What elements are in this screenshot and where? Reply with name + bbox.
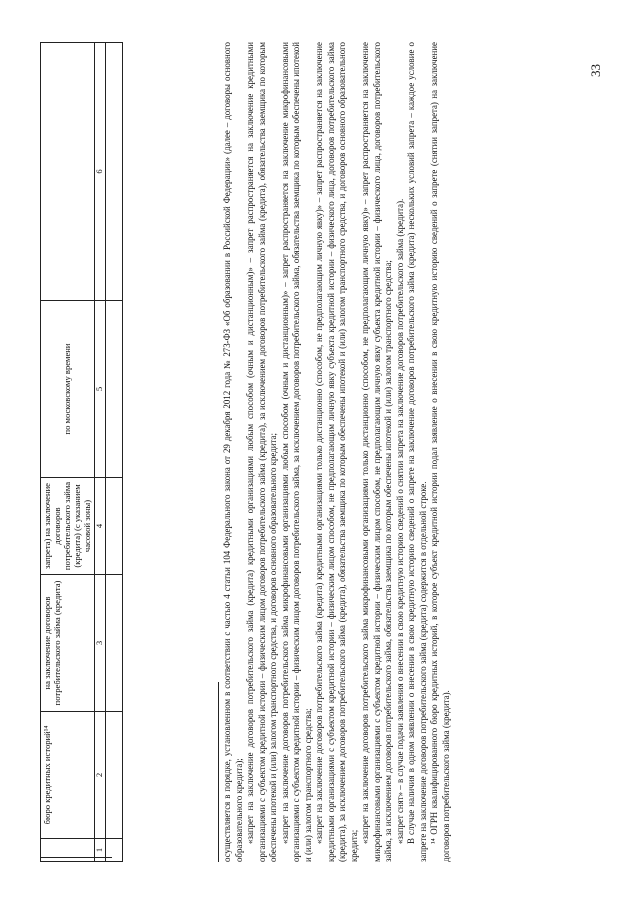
empty-cell (106, 575, 123, 712)
header-cell-4: запрета) на заключение договоров потребительского займа (кредита) (с указанием часовой зоны) (41, 478, 95, 575)
footnote-paragraph: «запрет на заключение договоров потребительского займа (кредита) кредитными организациями любым способом (очным и дистанционным)» – запрет распространяется на заключение кредитными организациями с субъектом кредитной истории – физическим лицом договоров потребительского займа (кредита), за исключением договоров потребительского займа (кредита), обязательства заемщика по которым обеспечены ипотекой и (или) залогом транспортного средства, и договоров основного образовательного кредита; (245, 42, 278, 862)
footnote-paragraph: В случае наличия в одном заявлении о внесении в свою кредитную историю сведений о запрете на заключение договоров потребительского займа (кредита) нескольких условий запрета – каждое условие о запрете на заключение договоров потребительского займа (кредита) содержится в отдельной строке. (406, 42, 428, 862)
header-cell-1 (41, 839, 95, 862)
empty-cell (106, 839, 123, 862)
data-table (40, 42, 123, 862)
footnote-block (222, 42, 452, 862)
column-number-row (95, 43, 106, 862)
footnote-14: ¹⁴ ОГРН квалифицированного бюро кредитных историй, в которое субъект кредитной истории подал заявление о внесении в свою кредитную историю сведений о запрете (снятии запрета) на заключение договоров потребительского займа (кредита). (429, 42, 451, 862)
column-number: 3 (95, 575, 106, 712)
footnote-paragraph: «запрет на заключение договоров потребительского займа микрофинансовыми организациями любым способом (очным и дистанционным)» – запрет распространяется на заключение микрофинансовыми организациями с субъектом кредитной истории – физическим лицом договоров потребительского займа, за исключением договоров потребительского займа, обязательства заемщика по которым обеспечены ипотекой и (или) залогом транспортного средства; (279, 42, 313, 862)
footnote-paragraph: осуществляется в порядке, установленном в соответствии с частью 4 статьи 104 Федерального закона от 29 декабря 2012 года № 273-ФЗ «Об образовании в Российской Федерации» (далее – договоры основного образовательного кредита); (222, 42, 244, 862)
header-cell-3: на заключение договоров потребительского займа (кредита) (41, 575, 95, 712)
page-content (40, 42, 603, 862)
column-number: 2 (95, 712, 106, 839)
page-number: 33 (588, 64, 603, 77)
rotated-page (40, 42, 603, 862)
empty-data-row (106, 43, 123, 862)
footnote-paragraph: «запрет снят» – в случае подачи заявления о внесении в свою кредитную историю сведений о снятии запрета на заключение договоров потребительского займа (кредита). (394, 198, 405, 844)
empty-cell (106, 478, 123, 575)
column-number: 1 (95, 839, 106, 862)
footnote-paragraph: «запрет на заключение договоров потребительского займа (кредита) кредитными организациями только дистанционно (способом, не предполагающим личную явку)» – запрет распространяется на заключение кредитными организациями с субъектом кредитной истории – физическим лицом способом, не предполагающим личную явку субъекта кредитной истории – физического лица, договоров потребительского займа (кредита), за исключением договоров потребительского займа (кредита), обязательства заемщика по которым обеспечены ипотекой и (или) залогом транспортного средства, и договоров основного образовательного кредита; (314, 42, 359, 862)
footnote-paragraph: «запрет на заключение договоров потребительского займа микрофинансовыми организациями только дистанционно (способом, не предполагающим личную явку)» – запрет распространяется на заключение микрофинансовыми организациями с субъектом кредитной истории – физическим лицом способом, не предполагающим личную явку субъекта кредитной истории – физического лица, договоров потребительского займа, за исключением договоров потребительского займа, обязательства заемщика по которым обеспечены ипотекой и (или) залогом транспортного средства; (360, 42, 393, 862)
header-cell-6 (41, 43, 95, 301)
empty-cell (106, 43, 123, 301)
empty-cell (106, 301, 123, 478)
column-number: 6 (95, 43, 106, 301)
table-header-row (41, 43, 95, 862)
header-cell-5: по московскому времени (41, 301, 95, 478)
footnote-separator (218, 682, 219, 862)
column-number: 4 (95, 478, 106, 575)
empty-cell (106, 712, 123, 839)
header-cell-2: бюро кредитных историй¹⁴ (41, 712, 95, 839)
column-number: 5 (95, 301, 106, 478)
